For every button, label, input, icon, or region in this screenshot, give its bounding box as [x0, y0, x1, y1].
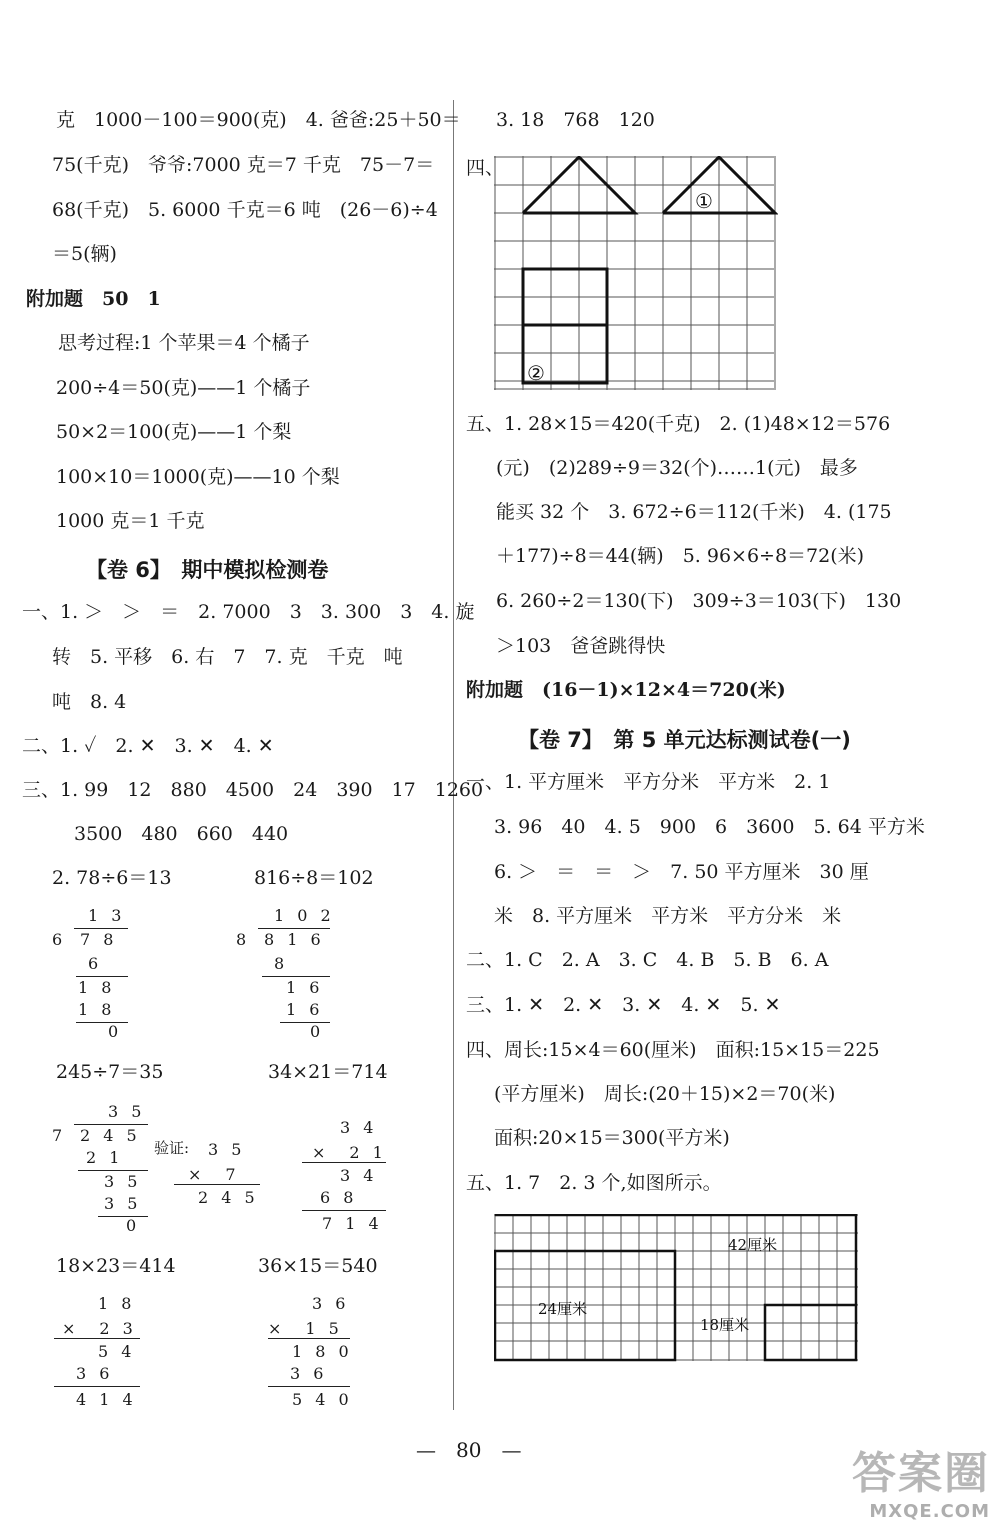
rule [302, 1162, 386, 1163]
text-line: 68(千克) 5. 6000 千克＝6 吨 (26－6)÷4 [52, 199, 438, 221]
step: 1 6 [286, 1000, 324, 1019]
text-line: 50×2＝100(克)——1 个梨 [56, 421, 292, 443]
answer-line: 一、1. ＞ ＞ ＝ 2. 7000 3 3. 300 3 4. 旋 [22, 601, 475, 623]
remainder: 0 [310, 1022, 325, 1041]
partial: 3 4 [340, 1166, 378, 1185]
partial: 3 6 [290, 1364, 328, 1383]
divisor: 7 [52, 1126, 67, 1145]
step: 8 [274, 954, 289, 973]
answer-line: 3500 480 660 440 [74, 823, 289, 845]
step: 1 8 [78, 978, 116, 997]
text-line: 200÷4＝50(克)——1 个橘子 [56, 377, 311, 399]
rule [302, 1210, 386, 1211]
equation: 34×21＝714 [268, 1061, 388, 1083]
rule [98, 1216, 148, 1217]
answer-line: 三、1. ✕ 2. ✕ 3. ✕ 4. ✕ 5. ✕ [466, 994, 781, 1016]
watermark-logo: 答案圈 [852, 1448, 990, 1499]
answer-line: 一、1. 平方厘米 平方分米 平方米 2. 1 [466, 771, 831, 793]
label-24cm: 24厘米 [538, 1300, 588, 1318]
step: 1 8 [78, 1000, 116, 1019]
rule [54, 1338, 140, 1339]
area-grid [494, 1214, 860, 1364]
rule [262, 976, 330, 977]
factor: 3 6 [312, 1294, 350, 1313]
rule [78, 1170, 148, 1171]
product: 2 4 5 [198, 1188, 259, 1207]
step: 2 1 [86, 1148, 124, 1167]
grid-label-2: ② [527, 361, 545, 385]
answer-line: 四、周长:15×4＝60(厘米) 面积:15×15＝225 [466, 1039, 880, 1061]
equation: 2. 78÷6＝13 [52, 867, 172, 889]
divisor: 6 [52, 930, 67, 949]
dividend: 2 4 5 [80, 1126, 141, 1145]
rule [54, 1386, 140, 1387]
quotient: 3 5 [108, 1102, 146, 1121]
equation: 816÷8＝102 [254, 867, 374, 889]
answer-line: 二、1. C 2. A 3. C 4. B 5. B 6. A [466, 949, 829, 971]
factor: × 2 3 [62, 1319, 137, 1338]
answer-line: 五、1. 7 2. 3 个,如图所示。 [466, 1172, 722, 1194]
section-heading: 【卷 6】 期中模拟检测卷 [86, 558, 329, 582]
dividend: 7 8 [80, 930, 118, 949]
dividend: 8 1 6 [264, 930, 325, 949]
answer-line: ＋177)÷8＝44(辆) 5. 96×6÷8＝72(米) [496, 545, 865, 567]
label-42cm: 42厘米 [728, 1236, 778, 1254]
factor: × 2 1 [312, 1143, 387, 1162]
text-line: 100×10＝1000(克)——10 个梨 [56, 466, 340, 488]
factor: × 7 [188, 1165, 240, 1184]
division-bar [258, 928, 330, 929]
partial: 3 6 [76, 1364, 114, 1383]
extra-question-line: 附加题 50 1 [26, 288, 161, 310]
equation: 245÷7＝35 [56, 1061, 164, 1083]
remainder: 0 [126, 1216, 141, 1235]
answer-line: (元) (2)289÷9＝32(个)……1(元) 最多 [496, 457, 858, 479]
answer-line: 6. 260÷2＝130(下) 309÷3＝103(下) 130 [496, 590, 902, 612]
answer-line: 米 8. 平方厘米 平方米 平方分米 米 [494, 905, 842, 927]
factor: 3 4 [340, 1118, 378, 1137]
rule [268, 1338, 350, 1339]
factor: 3 5 [208, 1140, 246, 1159]
drawing-grid [494, 156, 778, 392]
answer-line: 三、1. 99 12 880 4500 24 390 17 1260 [22, 779, 484, 801]
answer-line: (平方厘米) 周长:(20＋15)×2＝70(米) [494, 1083, 836, 1105]
answer-line: 面积:20×15＝300(平方米) [494, 1127, 730, 1149]
answer-line: 二、1. ✓ 2. ✕ 3. ✕ 4. ✕ [22, 735, 274, 757]
watermark [852, 1437, 990, 1522]
answer-line: 五、1. 28×15＝420(千克) 2. (1)48×12＝576 [466, 413, 891, 435]
watermark-url: MXQE.COM [869, 1501, 990, 1522]
product: 5 4 0 [292, 1390, 353, 1409]
step: 6 [88, 954, 103, 973]
answer-line: 3. 96 40 4. 5 900 6 3600 5. 64 平方米 [494, 816, 925, 838]
partial: 1 8 0 [292, 1342, 353, 1361]
answer-line: 转 5. 平移 6. 右 7 7. 克 千克 吨 [52, 646, 403, 668]
equation: 18×23＝414 [56, 1255, 176, 1277]
column-divider [453, 100, 454, 1410]
section-heading: 【卷 7】 第 5 单元达标测试卷(一) [518, 728, 851, 752]
divisor: 8 [236, 930, 251, 949]
text-line: 75(千克) 爷爷:7000 克＝7 千克 75－7＝ [52, 154, 435, 176]
quotient: 1 0 2 [274, 906, 335, 925]
product: 7 1 4 [322, 1214, 383, 1233]
answer-line: ＞103 爸爸跳得快 [496, 635, 666, 657]
text-line: 克 1000－100＝900(克) 4. 爸爸:25＋50＝ [56, 109, 461, 131]
equation: 36×15＝540 [258, 1255, 378, 1277]
factor: × 1 5 [268, 1319, 343, 1338]
step: 1 6 [286, 978, 324, 997]
rule [268, 1386, 350, 1387]
division-bar [74, 1124, 148, 1125]
page-number: — 80 — [416, 1438, 522, 1462]
answer-line: 6. ＞ ＝ ＝ ＞ 7. 50 平方厘米 30 厘 [494, 861, 869, 883]
text-line: 3. 18 768 120 [496, 109, 655, 131]
rule [76, 976, 128, 977]
section-label: 四、 [466, 157, 505, 179]
partial: 5 4 [98, 1342, 136, 1361]
remainder: 0 [108, 1022, 123, 1041]
extra-question-line: 附加题 (16－1)×12×4＝720(米) [466, 679, 786, 701]
label-18cm: 18厘米 [700, 1316, 750, 1334]
answer-line: 能买 32 个 3. 672÷6＝112(千米) 4. (175 [496, 501, 892, 523]
partial: 6 8 [320, 1188, 358, 1207]
text-line: 思考过程:1 个苹果＝4 个橘子 [58, 332, 310, 354]
step: 3 5 [104, 1172, 142, 1191]
answer-line: 吨 8. 4 [52, 691, 127, 713]
text-line: ＝5(辆) [52, 243, 117, 265]
grid-label-1: ① [695, 189, 713, 213]
rule [174, 1184, 260, 1185]
quotient: 1 3 [88, 906, 126, 925]
division-bar [74, 928, 128, 929]
text-line: 1000 克＝1 千克 [56, 510, 205, 532]
step: 3 5 [104, 1194, 142, 1213]
factor: 1 8 [98, 1294, 136, 1313]
verify-label: 验证: [154, 1139, 190, 1157]
product: 4 1 4 [76, 1390, 137, 1409]
